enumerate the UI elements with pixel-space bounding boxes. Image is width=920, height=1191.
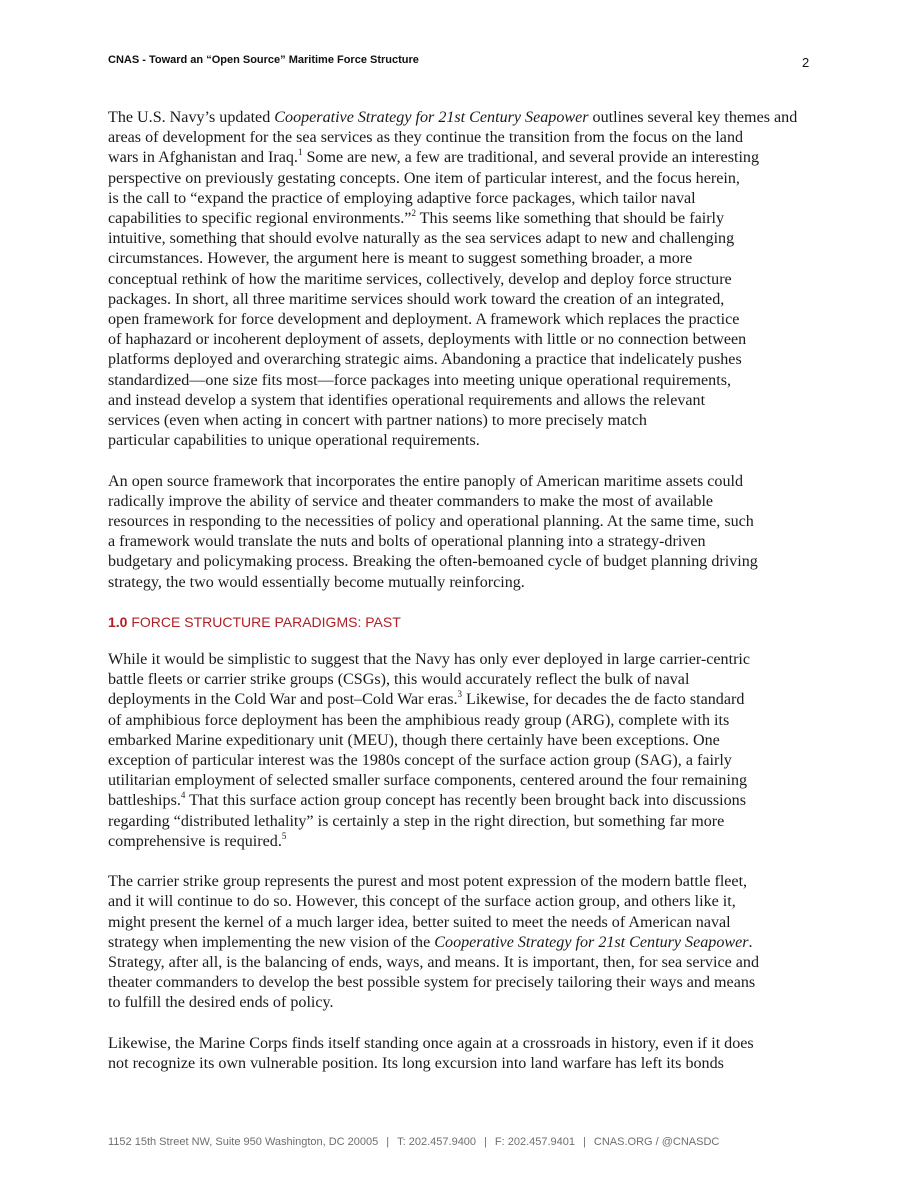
article-body — [108, 108, 818, 1094]
text-line: a framework would translate the nuts and bolts of operational planning into a strategy-driven — [108, 533, 706, 551]
text-line: and it will continue to do so. However, this concept of the surface action group, and others like it, — [108, 893, 736, 911]
text-run: Some are new, a few are traditional, and several provide an interesting — [302, 149, 760, 167]
text-line — [108, 209, 818, 229]
text-run: Likewise, for decades the de facto standard — [461, 691, 745, 709]
footer-address: 1152 15th Street NW, Suite 950 Washington, DC 20005 — [108, 1136, 379, 1148]
text-line: budgetary and policymaking process. Breaking the often-bemoaned cycle of budget planning driving — [108, 553, 758, 571]
text-run: comprehensive is required. — [108, 832, 282, 850]
text-run: deployments in the Cold War and post–Cold War eras. — [108, 691, 458, 709]
text-run: . — [748, 933, 753, 951]
text-line — [108, 933, 818, 953]
text-line: standardized—one size fits most—force packages into meeting unique operational requirements, — [108, 371, 731, 389]
text-run: outlines several key themes and — [588, 109, 798, 126]
text-line: of haphazard or incoherent deployment of assets, deployments with little or no connection between — [108, 331, 747, 349]
text-line: An open source framework that incorporates the entire panoply of American maritime assets could — [108, 472, 744, 490]
section-heading — [108, 613, 818, 631]
text-line: perspective on previously gestating concepts. One item of particular interest, and the focus herein, — [108, 169, 740, 187]
text-line: theater commanders to develop the best possible system for precisely tailoring their ways and means — [108, 974, 756, 992]
text-line: resources in responding to the necessities of policy and operational planning. At the same time, such — [108, 513, 754, 531]
text-line: packages. In short, all three maritime services should work toward the creation of an integrated, — [108, 290, 725, 308]
text-line: conceptual rethink of how the maritime services, collectively, develop and deploy force structure — [108, 270, 732, 288]
page-number: 2 — [802, 55, 810, 70]
text-line: utilitarian employment of selected smaller surface components, centered around the four remaining — [108, 772, 748, 790]
text-line: services (even when acting in concert with partner nations) to more precisely match — [108, 412, 647, 430]
footnote-ref[interactable]: 2 — [411, 207, 416, 218]
text-line: open framework for force development and deployment. A framework which replaces the practice — [108, 311, 740, 329]
running-header-title: CNAS - Toward an “Open Source” Maritime Force Structure — [108, 54, 419, 66]
text-line: embarked Marine expeditionary unit (MEU), though there certainly have been exceptions. One — [108, 731, 720, 749]
text-line: battle fleets or carrier strike groups (CSGs), this would accurately reflect the bulk of naval — [108, 671, 690, 689]
text-line: regarding “distributed lethality” is certainly a step in the right direction, but something far more — [108, 812, 725, 830]
text-line: Strategy, after all, is the balancing of ends, ways, and means. It is important, then, for sea service and — [108, 954, 759, 972]
text-line: and instead develop a system that identifies operational requirements and allows the relevant — [108, 391, 706, 409]
footnote-ref[interactable]: 1 — [297, 147, 303, 158]
section-number: 1.0 — [108, 614, 128, 631]
text-line: might present the kernel of a much larger idea, better suited to meet the needs of American naval — [108, 913, 731, 931]
text-line: exception of particular interest was the 1980s concept of the surface action group (SAG), a fairly — [108, 752, 732, 770]
footer-separator: | — [386, 1136, 390, 1148]
text-line: circumstances. However, the argument here is meant to suggest something broader, a more — [108, 250, 693, 268]
document-title-italic: Cooperative Strategy for 21st Century Seapower — [274, 109, 589, 126]
footnote-ref[interactable]: 5 — [281, 830, 287, 841]
paragraph-open-source-framework — [108, 472, 818, 593]
paragraph-paradigms-past — [108, 650, 818, 852]
text-line — [108, 690, 818, 710]
text-line — [108, 148, 818, 168]
text-line: The carrier strike group represents the purest and most potent expression of the modern battle fleet, — [108, 873, 748, 891]
document-title-italic: Cooperative Strategy for 21st Century Seapower — [434, 933, 749, 951]
page-footer — [108, 1136, 719, 1148]
text-run: The U.S. Navy’s updated — [108, 109, 275, 126]
text-line: radically improve the ability of service and theater commanders to make the most of available — [108, 492, 714, 510]
footer-fax: F: 202.457.9401 — [494, 1136, 576, 1148]
footer-separator: | — [484, 1136, 487, 1148]
footer-separator: | — [583, 1136, 586, 1148]
paragraph-marine-corps — [108, 1034, 818, 1074]
text-line: of amphibious force deployment has been the amphibious ready group (ARG), complete with its — [108, 711, 730, 729]
text-line — [108, 108, 818, 128]
text-line: areas of development for the sea services as they continue the transition from the focus on the land — [108, 129, 744, 147]
footnote-ref[interactable]: 3 — [457, 689, 462, 700]
text-line — [108, 832, 818, 852]
footnote-ref[interactable]: 4 — [180, 790, 186, 801]
text-line: to fulfill the desired ends of policy. — [108, 994, 334, 1012]
section-title: FORCE STRUCTURE PARADIGMS: PAST — [131, 614, 401, 631]
text-line: strategy, the two would essentially become mutually reinforcing. — [108, 573, 525, 591]
text-line: While it would be simplistic to suggest that the Navy has only ever deployed in large carrier-centric — [108, 651, 751, 669]
text-run: wars in Afghanistan and Iraq. — [108, 149, 298, 167]
text-run: That this surface action group concept has recently been brought back into discussions — [185, 792, 746, 810]
text-line: platforms deployed and overarching strategic aims. Abandoning a practice that indelicately pushes — [108, 351, 742, 369]
paragraph-carrier-strike-group — [108, 872, 818, 1013]
footer-phone: T: 202.457.9400 — [397, 1136, 477, 1148]
text-run: strategy when implementing the new vision of the — [108, 933, 435, 951]
text-line: Likewise, the Marine Corps finds itself standing once again at a crossroads in history, even if it does — [108, 1034, 754, 1052]
text-line: particular capabilities to unique operational requirements. — [108, 432, 480, 450]
paragraph-intro — [108, 108, 818, 451]
text-run: This seems like something that should be fairly — [415, 210, 725, 228]
text-run: capabilities to specific regional environments.” — [108, 210, 412, 228]
footer-website-link[interactable]: CNAS.ORG / @CNASDC — [593, 1136, 720, 1148]
text-line: is the call to “expand the practice of employing adaptive force packages, which tailor naval — [108, 189, 696, 207]
text-run: battleships. — [108, 792, 181, 810]
text-line — [108, 791, 818, 811]
text-line: not recognize its own vulnerable position. Its long excursion into land warfare has left its bonds — [108, 1055, 724, 1073]
text-line: intuitive, something that should evolve naturally as the sea services adapt to new and challenging — [108, 230, 735, 248]
